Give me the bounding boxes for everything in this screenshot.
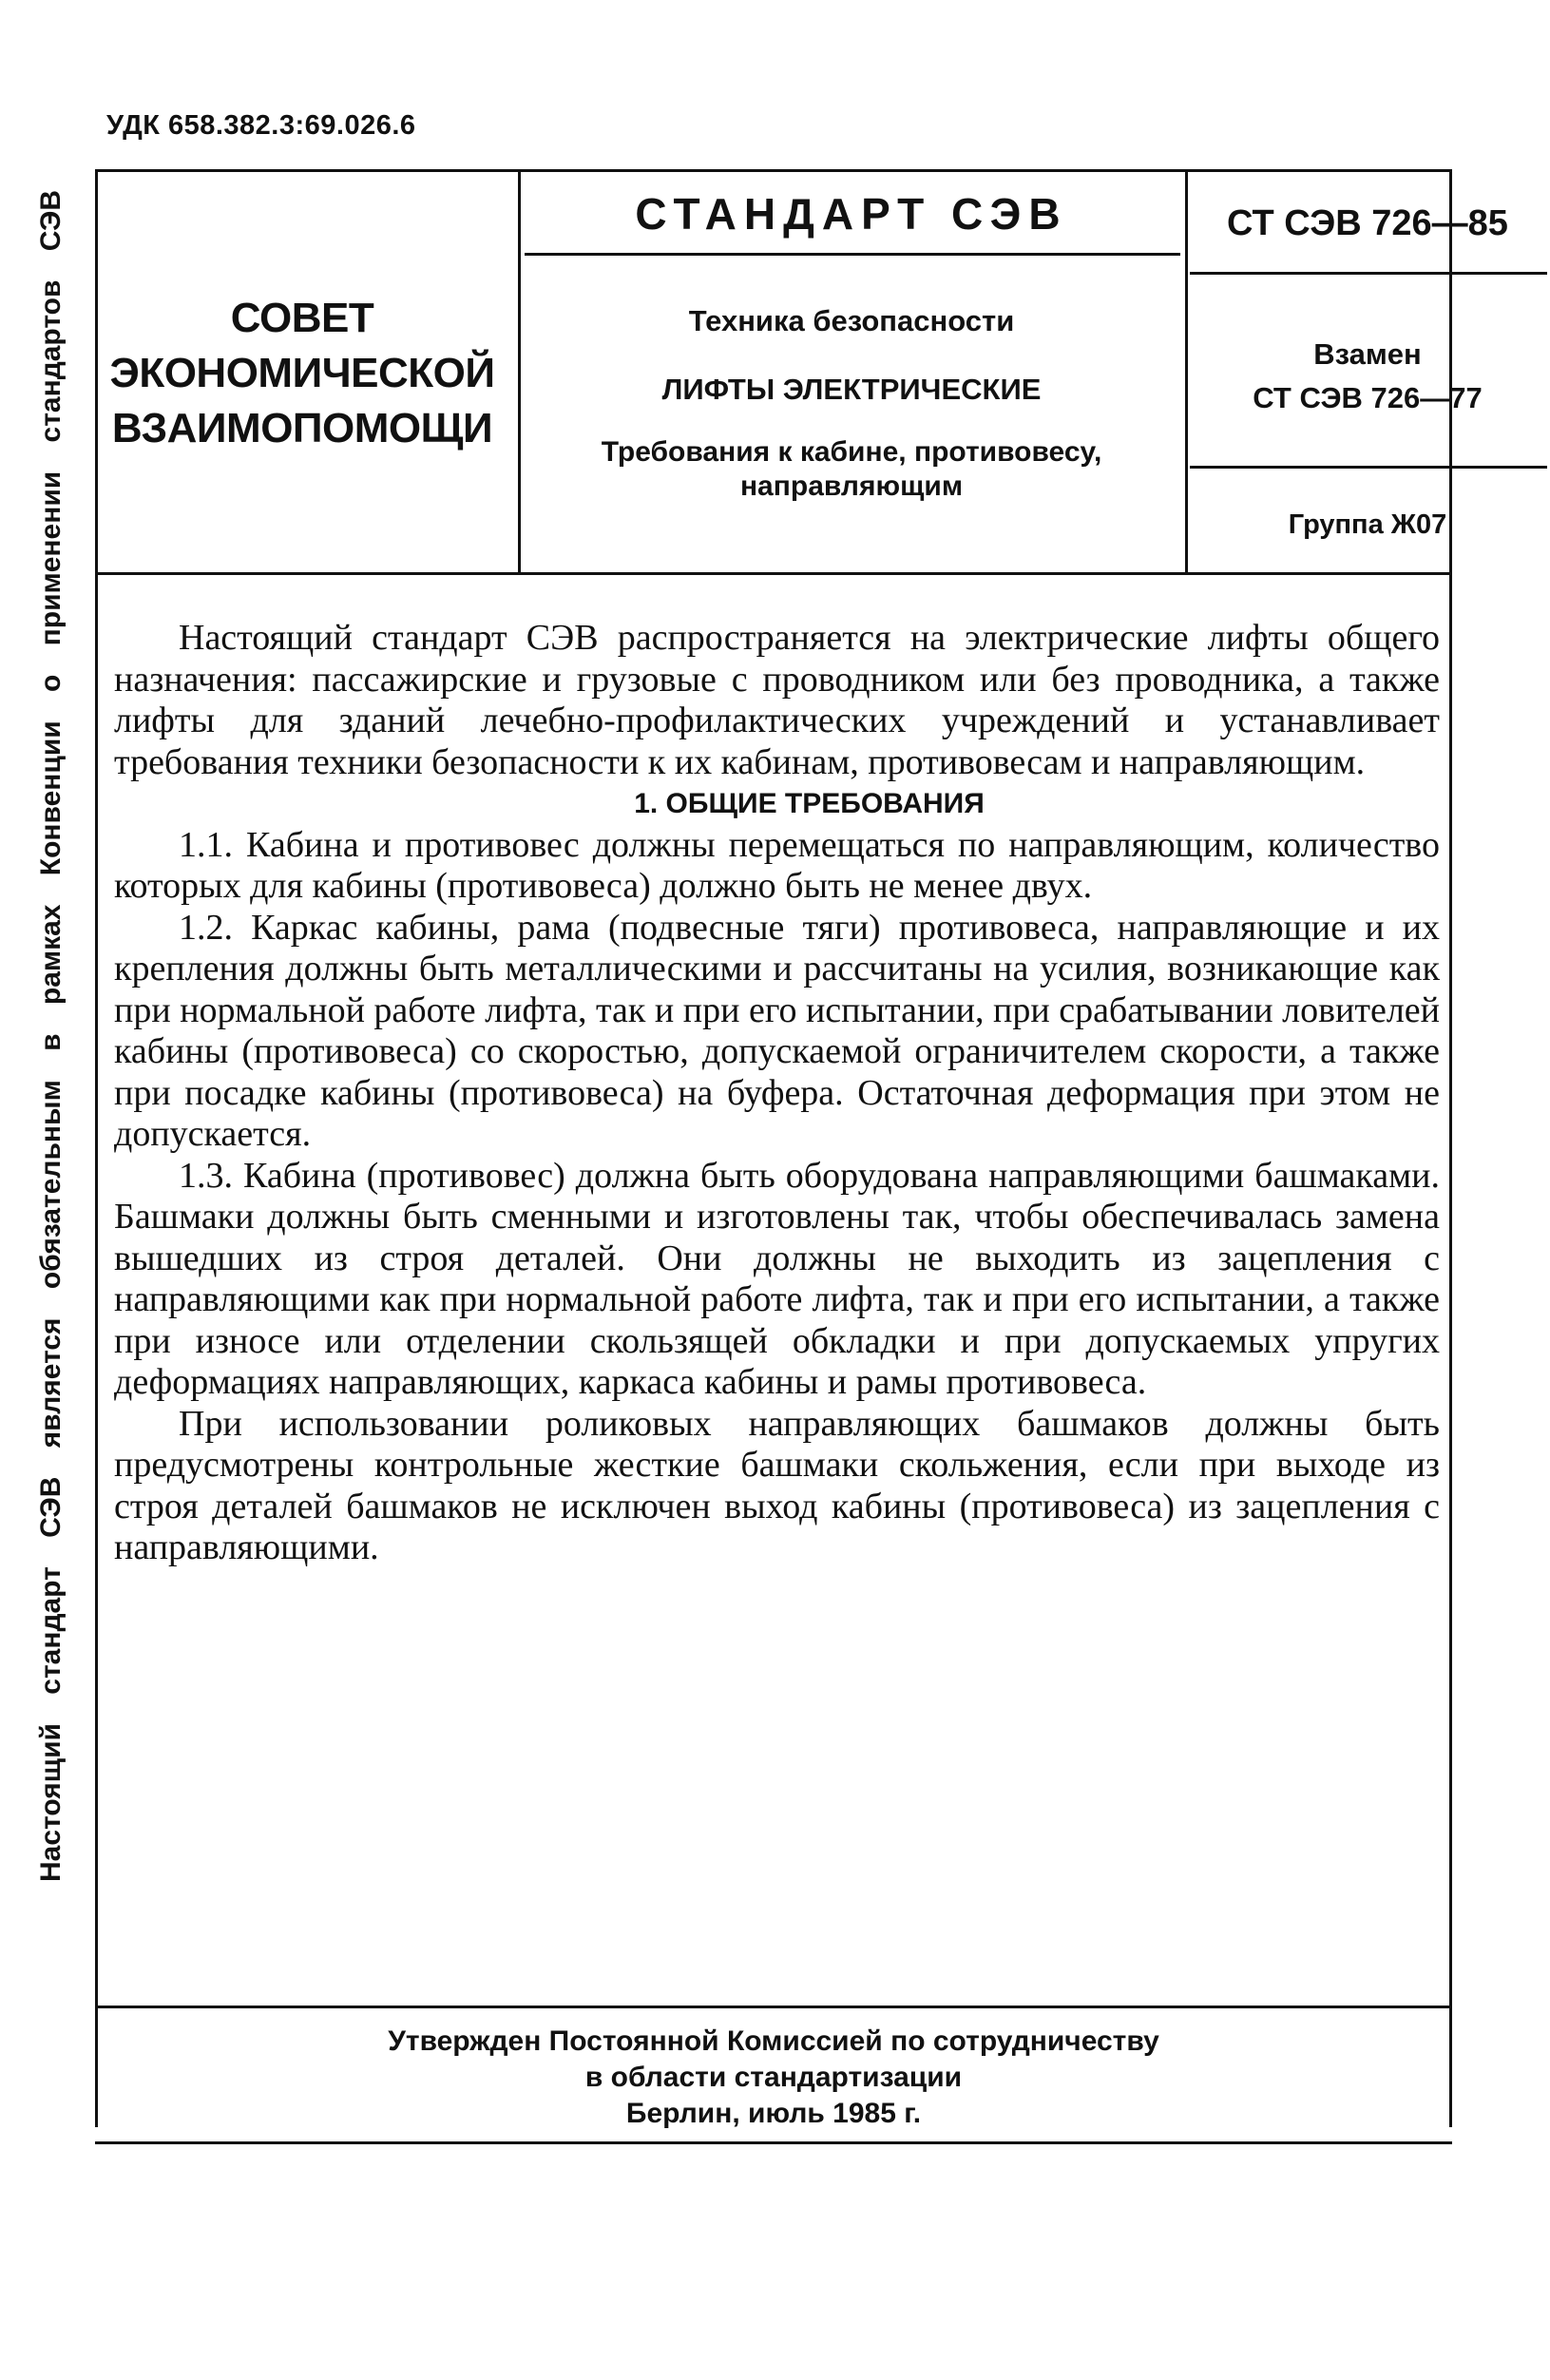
clause-1-2: 1.2. Каркас кабины, рама (подвесные тяги) противовеса, направляющие и их крепления должны быть металлическими и рассчитаны на усилия, возникающие как при нормальной работе лифта, так и при его испытании, при срабатывании ловителей кабины (противовеса) со скоростью, допускаемой ограничителем скорости, а также при посадке кабины (противовеса) на буфера. Остаточная деформация при этом не допускается. [114, 907, 1440, 1154]
replaces-block [1188, 333, 1547, 420]
udk-code: УДК 658.382.3:69.026.6 [106, 110, 416, 141]
side-note-word: в [35, 1033, 67, 1051]
clause-1-3: 1.3. Кабина (противовес) должна быть оборудована направляющими башмаками. Башмаки должны быть сменными и изготовлены так, чтобы обеспечивалась замена вышедших из строя деталей. Они должны не выходить из зацепления с направляющими как при нормальной работе лифта, так и при его испытании, а также при износе или отделении скользящей обкладки и при допускаемых упругих деформациях направляющих, каркаса кабины и рамы противовеса. [114, 1155, 1440, 1402]
header-bottom-rule [95, 572, 1452, 575]
side-note-word: стандарт [35, 1566, 67, 1695]
side-note-word: применении [35, 470, 67, 646]
side-note-word: стандартов [35, 279, 67, 443]
footer-bottom-rule [95, 2141, 1452, 2144]
side-note-word: является [35, 1317, 67, 1449]
section-heading: 1. ОБЩИЕ ТРЕБОВАНИЯ [634, 788, 985, 819]
footer-block [95, 2006, 1452, 2144]
standard-scope: Требования к кабине, противовесу, направляющим [601, 436, 1102, 502]
standard-group: Группа Ж07 [1288, 509, 1447, 540]
side-note-word: СЭВ [35, 190, 67, 252]
side-note-word: обязательным [35, 1080, 67, 1290]
replaces-label: Взамен [1313, 337, 1422, 371]
side-note-word: рамках [35, 904, 67, 1006]
side-note [23, 190, 80, 1882]
side-note-word: Настоящий [35, 1723, 67, 1882]
clause-1-1: 1.1. Кабина и противовес должны перемещаться по направляющим, количество которых для кабины (противовеса) должно быть не менее двух. [114, 824, 1440, 906]
clause-1-3-continued: При использовании роликовых направляющих башмаков должны быть предусмотрены контрольные жесткие башмаки скольжения, если при выходе из строя деталей башмаков не исключен выход кабины (противовеса) из зацепления с направляющими. [114, 1403, 1440, 1567]
replace-underline [1190, 466, 1547, 469]
document-body [114, 618, 1440, 1569]
code-underline [1190, 272, 1547, 275]
footer-top-rule [95, 2006, 1452, 2008]
side-note-word: СЭВ [35, 1476, 67, 1538]
header-block [95, 169, 1508, 578]
approval-line-1: Утвержден Постоянной Комиссией по сотрудничеству [388, 2025, 1159, 2057]
standard-code: СТ СЭВ 726—85 [1227, 203, 1508, 243]
approval-line-2: в области стандартизации [584, 2062, 963, 2093]
side-note-word: Конвенции [35, 720, 67, 876]
standard-subject: Техника безопасности [688, 304, 1015, 337]
replaces-code: СТ СЭВ 726—77 [1253, 381, 1483, 414]
standard-title: СТАНДАРТ СЭВ [635, 189, 1068, 239]
approval-line-3: Берлин, июль 1985 г. [625, 2098, 922, 2129]
approval-note [95, 2008, 1452, 2132]
intro-paragraph: Настоящий стандарт СЭВ распространяется на электрические лифты общего назначения: пассажирские и грузовые с проводником или без проводника, а также лифты для зданий лечебно-профилактических учреждений и устанавливает требования техники безопасности к их кабинам, противовесам и направляющим. [114, 618, 1440, 782]
standard-product: ЛИФТЫ ЭЛЕКТРИЧЕСКИЕ [661, 373, 1042, 406]
council-name: СОВЕТ ЭКОНОМИЧЕСКОЙ ВЗАИМОПОМОЩИ [109, 295, 495, 451]
side-note-word: о [35, 674, 67, 692]
title-underline [525, 253, 1180, 256]
header-top-rule [95, 169, 1452, 172]
